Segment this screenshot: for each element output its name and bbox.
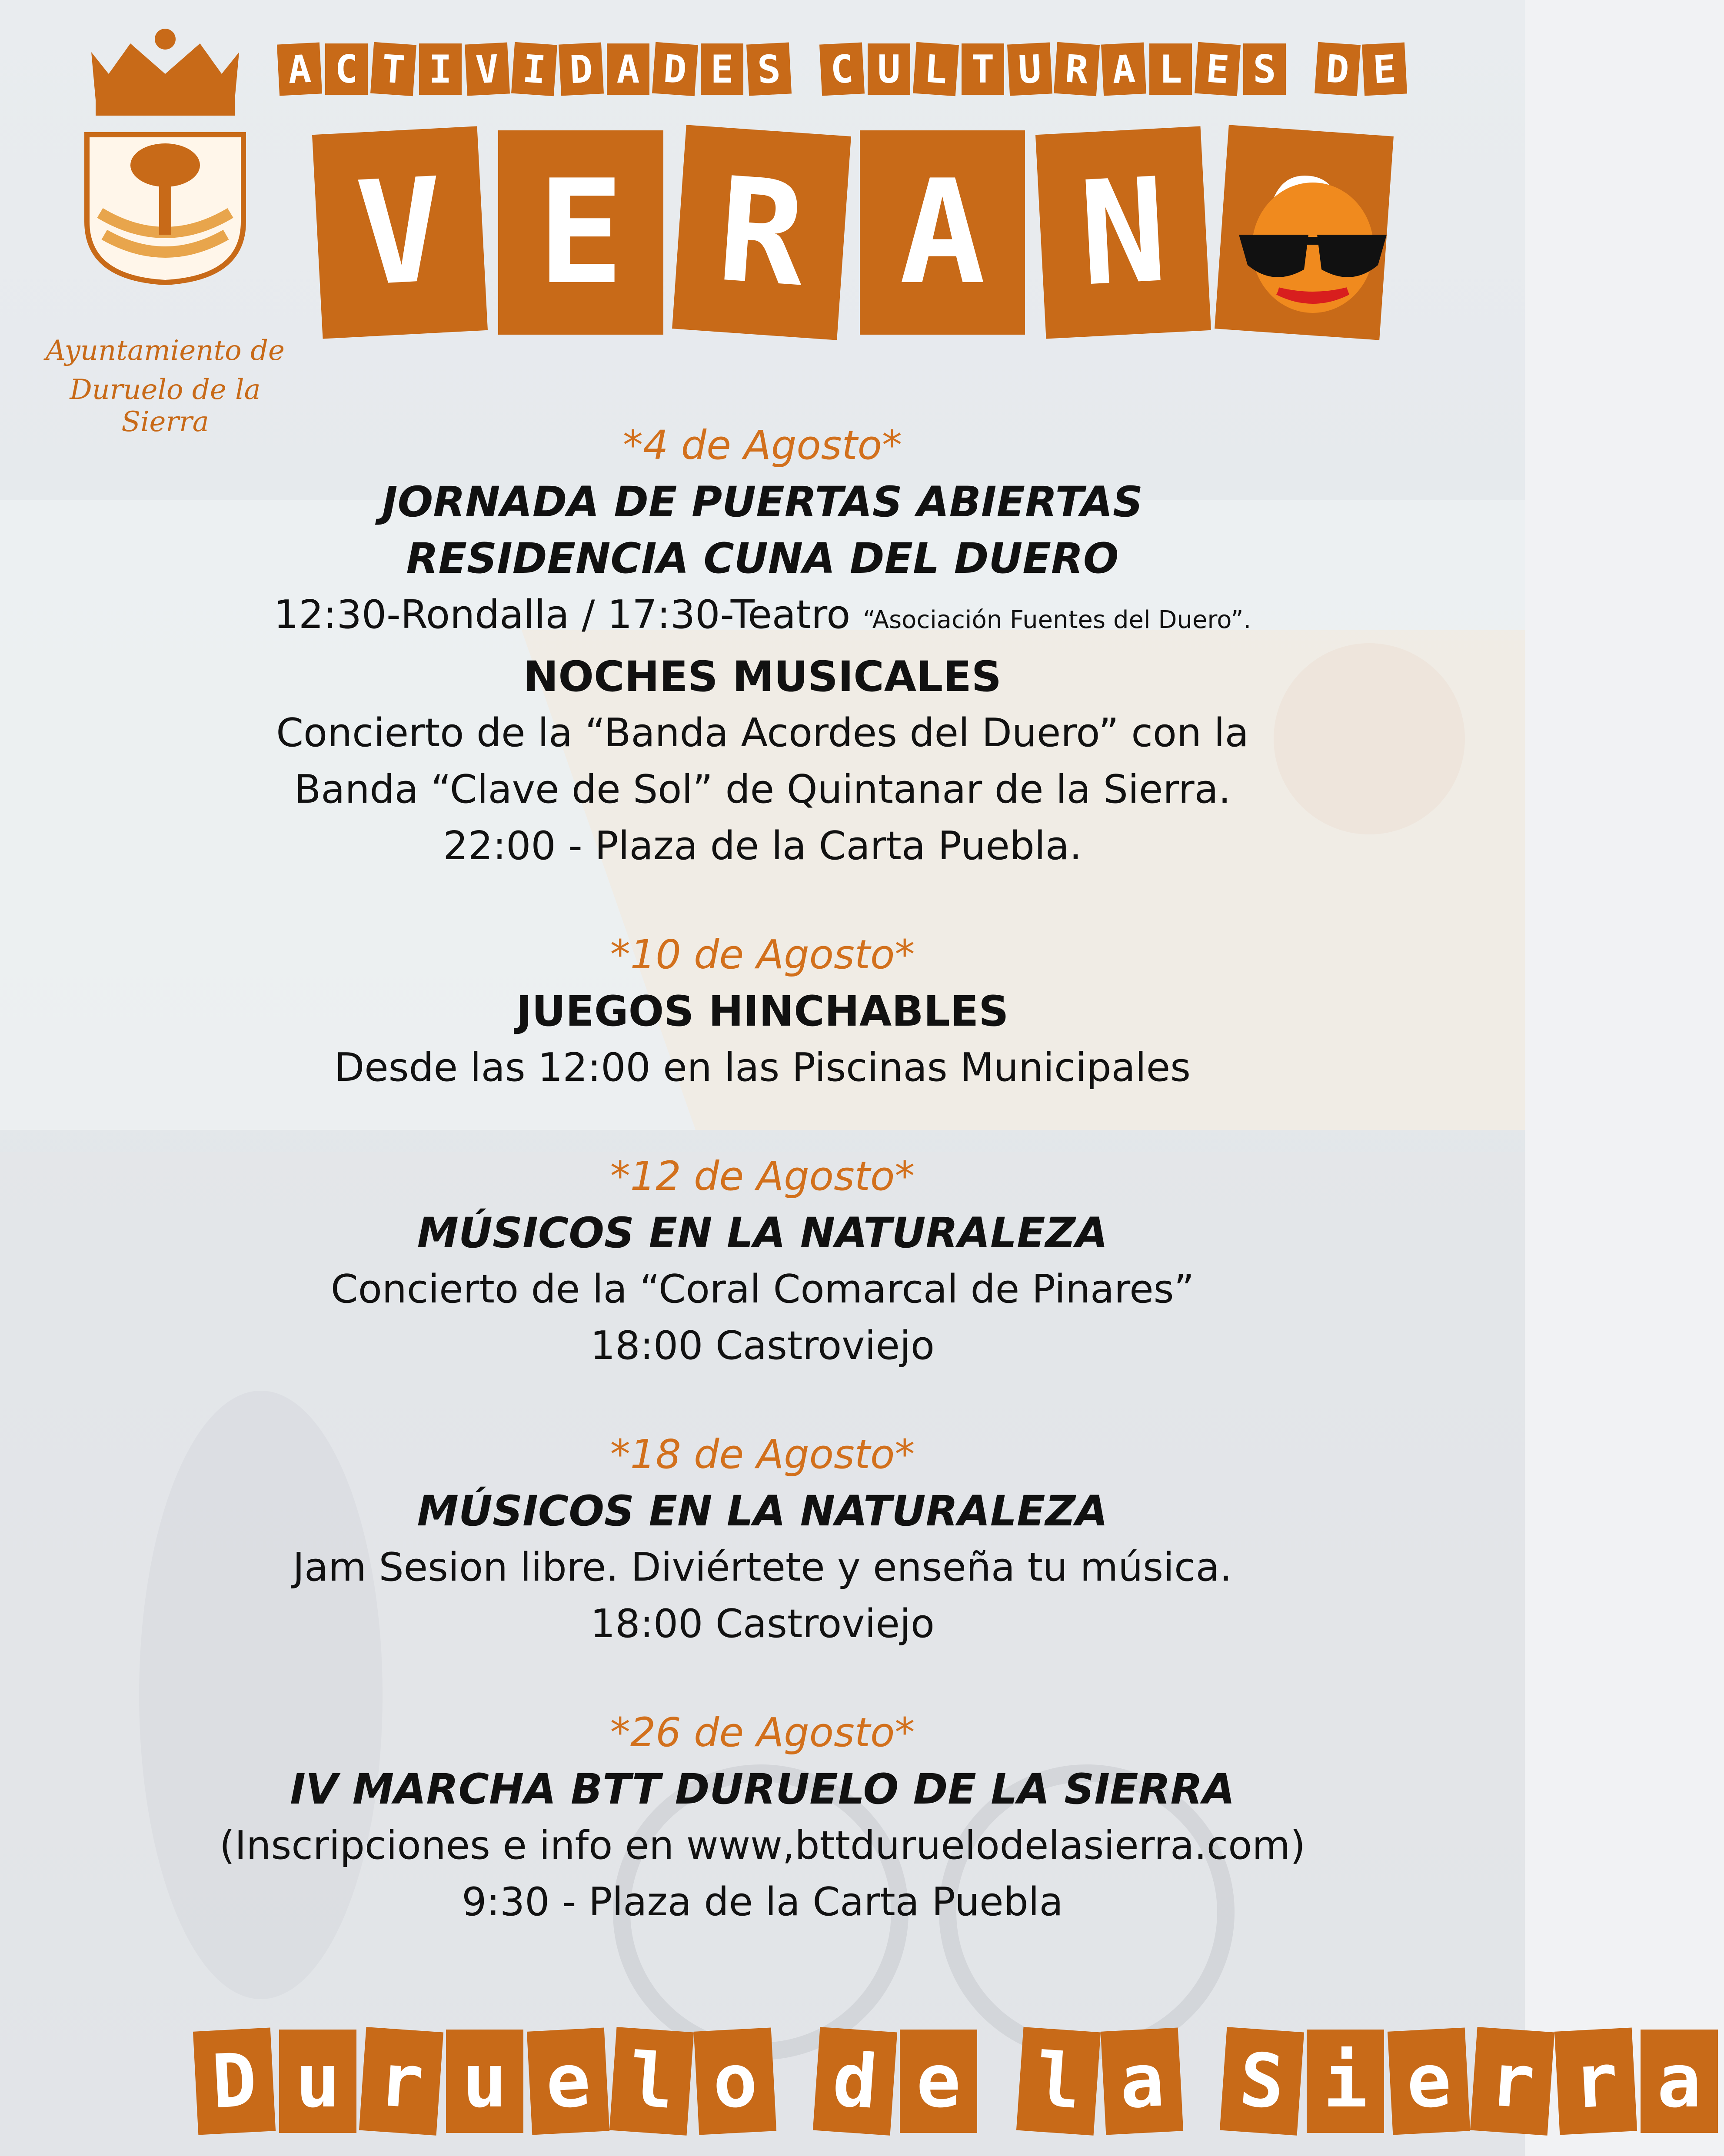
event-date: *18 de Agosto* — [610, 1431, 915, 1478]
event-aug-12 — [0, 1148, 1525, 1374]
footer-letter-tile: l — [1016, 2027, 1101, 2136]
event-date: *26 de Agosto* — [610, 1709, 915, 1756]
header-subtitle-letter-tile: E — [1362, 43, 1407, 96]
header-subtitle-letter-tile: A — [277, 43, 322, 96]
event-schedule — [0, 587, 1525, 648]
event-place: 18:00 Castroviejo — [590, 1323, 935, 1369]
header-title-letter-tile: E — [498, 130, 663, 335]
footer-letter-tile: D — [193, 2028, 276, 2135]
header-subtitle-letter-tile: E — [701, 43, 743, 95]
header-subtitle-letter-tile: T — [370, 42, 416, 96]
event-title: MÚSICOS EN LA NATURALEZA — [417, 1487, 1108, 1535]
event-description-2: Banda “Clave de Sol” de Quintanar de la Sierra. — [294, 767, 1231, 812]
event-aug-18 — [0, 1426, 1525, 1652]
footer-letter-tile: l — [609, 2027, 694, 2136]
header-title-letter-tile: N — [1035, 126, 1211, 339]
event-description-1: Concierto de la “Banda Acordes del Duero” con la — [276, 710, 1249, 756]
header-subtitle-letter-tile: S — [1243, 43, 1286, 95]
event-date: *10 de Agosto* — [610, 931, 915, 978]
header-subtitle-letter-tile: U — [1007, 43, 1052, 96]
header-title-letter-tile: A — [860, 130, 1025, 335]
event-description: Concierto de la “Coral Comarcal de Pinares” — [330, 1266, 1195, 1312]
event-subtitle: NOCHES MUSICALES — [523, 652, 1002, 701]
header-subtitle-letter-tile: L — [1149, 43, 1192, 95]
footer-letter-tile: d — [813, 2027, 897, 2136]
header-subtitle-letter-tile: T — [962, 43, 1004, 95]
event-place: 18:00 Castroviejo — [590, 1601, 935, 1647]
event-aug-10 — [0, 927, 1525, 1096]
schedule-note: “Asociación Fuentes del Duero”. — [862, 606, 1251, 634]
event-date: *4 de Agosto* — [623, 422, 902, 468]
event-title-2: RESIDENCIA CUNA DEL DUERO — [406, 534, 1119, 583]
header-subtitle-letter-tile: A — [1101, 43, 1146, 96]
header-subtitle-letter-tile: I — [511, 42, 557, 96]
header-subtitle-letter-tile — [793, 43, 822, 96]
footer-letter-tile: r — [359, 2027, 443, 2136]
event-description: (Inscripciones e info en www,bttduruelodelasierra.com) — [219, 1823, 1306, 1868]
header-subtitle-letter-tile: R — [1054, 42, 1100, 96]
event-aug-26 — [0, 1704, 1525, 1930]
footer-letter-tile: e — [900, 2030, 977, 2133]
footer-letter-tile: e — [1388, 2028, 1470, 2135]
footer-letter-tile: S — [1220, 2027, 1304, 2136]
event-place: 22:00 - Plaza de la Carta Puebla. — [443, 823, 1082, 869]
header-subtitle-letter-tile: L — [913, 42, 959, 96]
header-subtitle-letter-tile — [1289, 43, 1318, 96]
footer-town-name-tiles — [196, 2030, 1724, 2133]
footer-letter-tile: r — [1554, 2028, 1637, 2135]
event-title: JORNADA DE PUERTAS ABIERTAS — [382, 478, 1143, 526]
header-title-letter-tile: V — [312, 126, 488, 339]
footer-letter-tile — [1187, 2030, 1217, 2133]
footer-letter-tile: o — [694, 2028, 776, 2135]
footer-letter-tile: a — [1101, 2028, 1183, 2135]
event-date: *12 de Agosto* — [610, 1153, 915, 1199]
coat-of-arms-icon — [74, 26, 256, 287]
footer-letter-tile: u — [446, 2030, 523, 2133]
footer-letter-tile — [780, 2030, 810, 2133]
header-subtitle-letter-tile: D — [559, 43, 604, 96]
header-subtitle-letter-tile: C — [325, 43, 368, 95]
event-place: 9:30 - Plaza de la Carta Puebla — [462, 1879, 1063, 1925]
header-subtitle-letter-tile: C — [819, 43, 865, 96]
footer-letter-tile — [981, 2029, 1016, 2133]
header-subtitle-letter-tile: I — [419, 43, 462, 95]
footer-letter-tile: i — [1307, 2030, 1384, 2133]
header-subtitle-letter-tile: A — [607, 43, 649, 95]
sunglasses-face-icon — [1230, 169, 1395, 317]
event-aug-4 — [0, 417, 1525, 874]
header-title-letter-tile: R — [672, 125, 851, 340]
header-subtitle-letter-tile: D — [1315, 42, 1361, 96]
footer-letter-tile: r — [1470, 2027, 1554, 2136]
footer-letter-tile: a — [1641, 2030, 1718, 2133]
header-subtitle-letter-tile: U — [868, 43, 910, 95]
schedule-main: 12:30-Rondalla / 17:30-Teatro — [273, 592, 851, 638]
event-title: MÚSICOS EN LA NATURALEZA — [417, 1209, 1108, 1257]
event-title: JUEGOS HINCHABLES — [516, 987, 1009, 1036]
event-title: IV MARCHA BTT DURUELO DE LA SIERRA — [290, 1765, 1235, 1814]
logo-caption-line1: Ayuntamiento de — [46, 335, 285, 367]
logo-caption-line2: Duruelo de la Sierra — [70, 374, 261, 438]
header-subtitle-letter-tile: D — [652, 42, 698, 96]
header-subtitle-letter-tile: V — [465, 43, 510, 96]
header-subtitle-letter-tile: E — [1195, 42, 1241, 96]
header-subtitle-letter-tile: S — [746, 43, 792, 96]
event-description: Jam Sesion libre. Diviértete y enseña tu música. — [293, 1545, 1232, 1590]
footer-letter-tile: e — [527, 2028, 609, 2135]
footer-letter-tile: u — [279, 2030, 356, 2133]
event-description: Desde las 12:00 en las Piscinas Municipales — [334, 1045, 1191, 1090]
header-subtitle-tiles — [278, 43, 1410, 95]
event-list — [0, 417, 1525, 1983]
